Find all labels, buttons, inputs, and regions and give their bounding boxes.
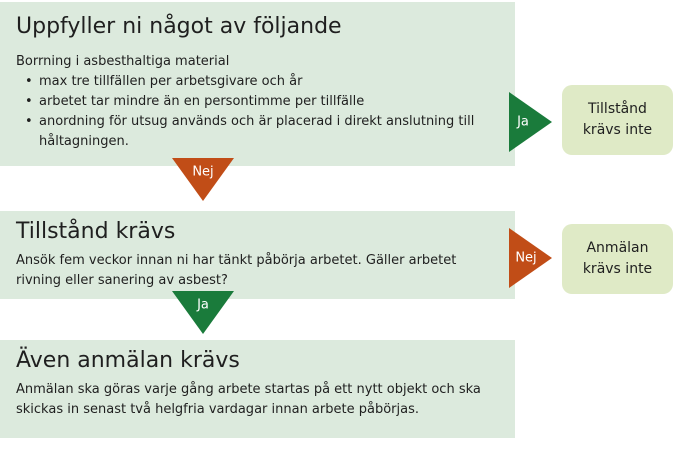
arrow-label: Nej <box>515 250 537 266</box>
ja-arrow-right <box>509 92 552 152</box>
anmalan-box <box>0 340 515 438</box>
ja-arrow-down <box>172 291 234 334</box>
arrow-label: Nej <box>192 164 214 180</box>
criteria-item: • max tre tillfällen per arbetsgivare och år <box>39 72 499 92</box>
tillstand-box <box>0 211 515 299</box>
question-box-title: Uppfyller ni något av följande <box>16 14 342 39</box>
tillstand-box-text: Ansök fem veckor innan ni har tänkt påbörja arbetet. Gäller arbetet rivning eller sanering av asbest? <box>16 253 457 288</box>
outcome-tillstand-kravs-inte: Tillstånd krävs inte <box>562 85 673 155</box>
question-box-borrning <box>0 2 515 166</box>
arrow-right-icon <box>509 92 552 152</box>
criteria-list <box>16 72 499 152</box>
question-box-body <box>16 52 499 152</box>
anmalan-box-title: Även anmälan krävs <box>16 348 240 373</box>
criteria-item: • anordning för utsug används och är placerad i direkt anslutning till håltagningen. <box>39 112 499 152</box>
nej-arrow-right <box>509 228 552 288</box>
anmalan-box-text: Anmälan ska göras varje gång arbete startas på ett nytt objekt och ska skickas in senast två helgfria vardagar innan arbete påbörjas. <box>16 382 481 417</box>
criteria-item: • arbetet tar mindre än en persontimme per tillfälle <box>39 92 499 112</box>
question-box-intro: Borrning i asbesthaltiga material <box>16 54 230 69</box>
tillstand-box-title: Tillstånd krävs <box>16 219 176 244</box>
arrow-label: Ja <box>197 297 209 313</box>
nej-arrow-down <box>172 158 234 201</box>
outcome-anmalan-kravs-inte: Anmälan krävs inte <box>562 224 673 294</box>
arrow-label: Ja <box>517 114 529 130</box>
